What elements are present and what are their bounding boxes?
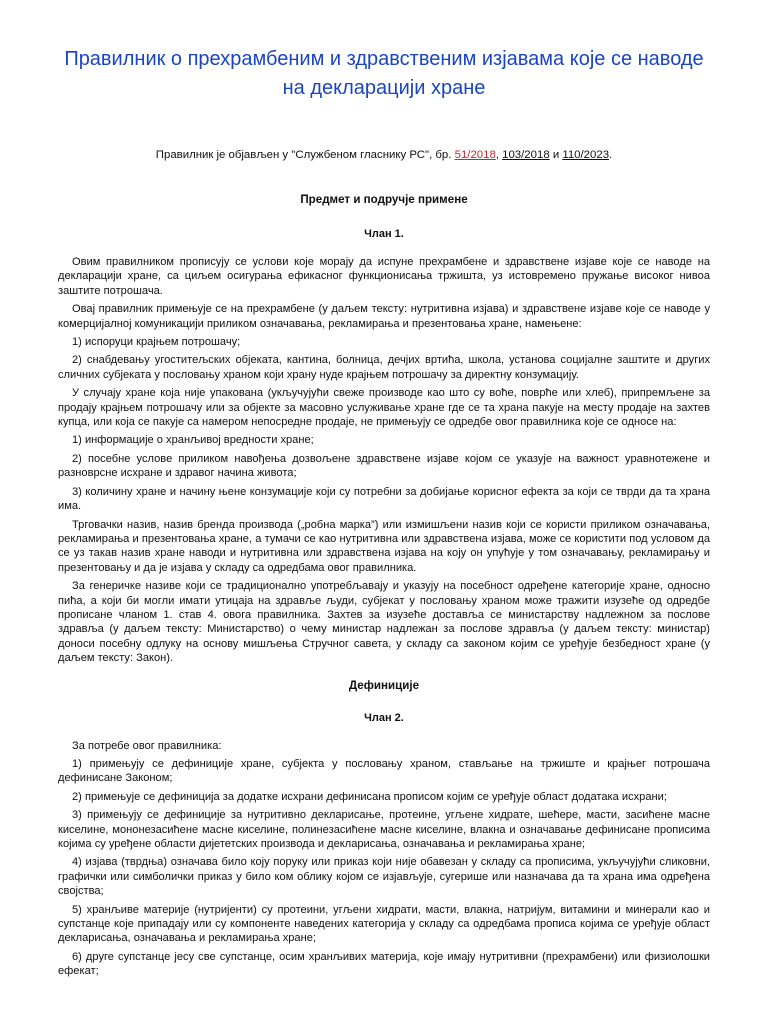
publication-suffix: .	[609, 149, 613, 161]
publication-prefix: Правилник је објављен у "Службеном гласнику РС", бр.	[155, 149, 455, 161]
section-heading-scope: Предмет и подручје примене	[300, 193, 468, 206]
list-item: 5) хранљиве материје (нутријенти) су протеини, угљени хидрати, масти, влакна, натријум, витамини и минерали као и супстанце које припадају или су компоненте наведених категорија у складу са одредбама прописа којима се уређује област декларисања, означавања и рекламирања хране;	[58, 903, 710, 945]
gazette-link-110-2023[interactable]: 110/2023	[562, 149, 610, 161]
article-1-body	[58, 255, 710, 666]
paragraph: За потребе овог правилника:	[72, 739, 222, 752]
article-2-heading: Члан 2.	[364, 711, 404, 724]
list-item: 6) друге супстанце јесу све супстанце, осим хранљивих материја, које имају нутритивни (прехрамбени) или физиолошки ефекат;	[58, 950, 710, 978]
article-2-body	[58, 739, 710, 979]
list-item: 1) испоруци крајњем потрошачу;	[72, 336, 241, 349]
list-item: 3) количину хране и начину њене конзумације који су потребни за добијање корисног ефекта за који се тврди да та храна има.	[58, 485, 710, 513]
paragraph: Овим правилником прописују се услови које морају да испуне прехрамбене и здравствене изјаве које се наводе на декларацији хране, са циљем осигурања ефикасног функционисања тржишта, уз истовремено пружање високог нивоа заштите потрошача.	[58, 256, 710, 297]
publication-note	[58, 149, 710, 161]
section-heading-definitions: Дефиниције	[348, 678, 420, 692]
gazette-link-103-2018[interactable]: 103/2018	[502, 149, 550, 161]
gazette-link-51-2018[interactable]: 51/2018	[454, 149, 496, 161]
list-item: 2) примењује се дефиниција за додатке исхрани дефинисана прописом којим се уређује област додатака исхрани;	[72, 790, 667, 803]
list-item: 2) посебне услове приликом навођења дозвољене здравствене изјаве којом се указује на важност уравнотежене и разноврсне исхране и здравог начина живота;	[58, 452, 710, 480]
list-item: 4) изјава (тврдња) означава било коју поруку или приказ који није обавезан у складу са прописима, укључујући сликовни, графички или симболички приказ у било ком облику којом се изјављује, сугерише или назначава да та храна има одређена својства;	[58, 856, 710, 898]
publication-separator: ,	[495, 149, 503, 161]
paragraph: У случају хране која није упакована (укључујући свеже производе као што су воће, поврће или хлеб), припремљене за продају крајњем потрошачу или за објекте за масовно услуживање хране где се та храна пакује на месту продаје на захтев купца, или која се пакује са намером непосредне продаје, не примењују се одредбе овог правилника које се односе на:	[58, 387, 710, 429]
publication-separator: и	[549, 149, 563, 161]
list-item: 1) примењују се дефиниције хране, субјекта у пословању храном, стављање на тржиште и крајњег потрошача дефинисане Законом;	[58, 757, 710, 785]
paragraph: Трговачки назив, назив бренда производа („робна марка”) или измишљени назив који се користи приликом означавања, рекламирања и презентовања хране, а тумачи се као нутритивна или здравствена изјава, може се користити под условом да се уз такав назив хране наводи и нутритивна или здравствена изјава на коју он упућује у том означавању, рекламирању и презентовању и да је изјава у складу са одредбама овог правилника.	[58, 518, 710, 574]
list-item: 3) примењују се дефиниције за нутритивно декларисање, протеине, угљене хидрате, шећере, масти, засићене масне киселине, мононезасићене масне киселине, полинезасићене масне киселине, влакна и означавање дефинисане прописима којима су уређене области дијететских производа и декларисања, означавања и рекламирања хране;	[58, 809, 710, 850]
paragraph: За генеричке називе који се традиционално употребљавају и указују на посебност одређене категорије хране, односно пића, а који би могли имати утицаја на здравље људи, субјекат у пословању храном може тражити изузеће од одредбе прописане чланом 1. став 4. овога правилника. Захтев за изузеће доставља се министарству надлежном за послове здравља (у даљем тексту: Министарство) о чему министар надлежан за послове здравља (у даљем тексту: министар) доноси посебну одлуку на основу мишљења Стручног савета, у складу са законом којим се уређује безбедност хране (у даљем тексту: Закон).	[58, 580, 710, 665]
document-title: Правилник о прехрамбеним и здравственим изјавама које се наводе на декларацији хране	[64, 48, 704, 99]
paragraph: Овај правилник примењује се на прехрамбене (у даљем тексту: нутритивна изјава) и здравствене изјаве које се наводе у комерцијалној комуникацији приликом означавања, рекламирања и презентовања хране, намењене:	[58, 303, 710, 330]
list-item: 1) информације о хранљивој вредности хране;	[72, 434, 314, 447]
article-1-heading: Члан 1.	[364, 228, 404, 240]
list-item: 2) снабдевању угоститељских објеката, кантина, болница, дечјих вртића, школа, установа социјалне заштите и других сличних субјеката у пословању храном који храну нуде крајњем потрошачу за директну конзумацију.	[58, 354, 710, 381]
